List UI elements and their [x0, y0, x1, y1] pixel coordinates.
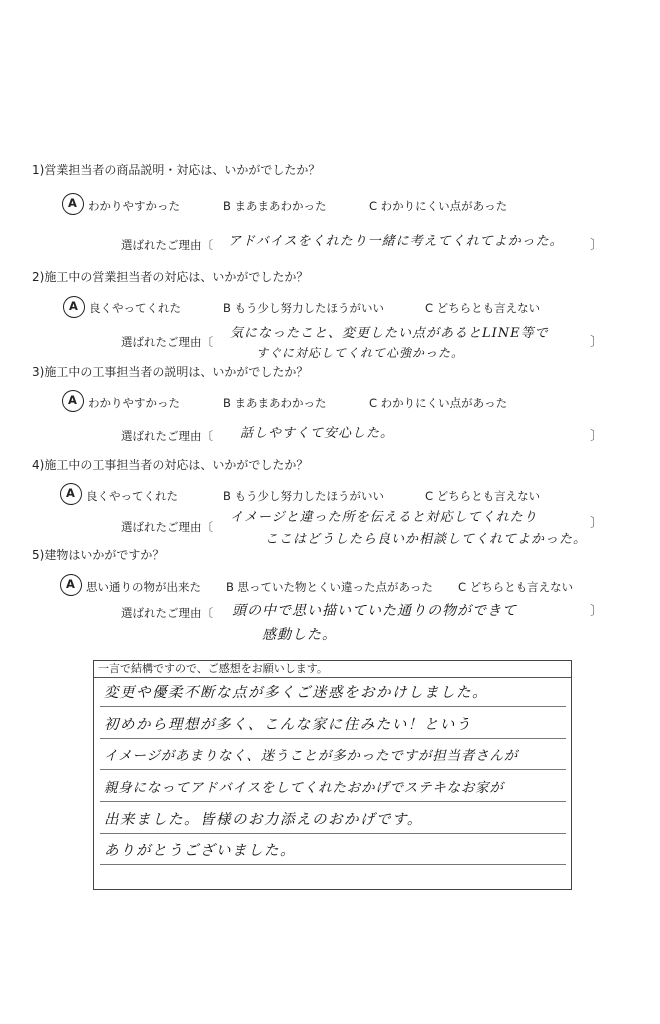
ruled-line — [100, 769, 566, 770]
ruled-line — [100, 833, 566, 834]
selected-option-marker-1: A — [68, 196, 77, 210]
question-4-title: 4)施工中の工事担当者の対応は、いかがでしたか？ — [32, 458, 309, 472]
reason-close-4: 〕 — [590, 516, 604, 531]
option-a-4: 良くやってくれた — [86, 489, 178, 503]
reason-text-5-line-1: 頭の中で思い描いていた通りの物ができて — [232, 603, 517, 619]
reason-text-3-line-1: 話しやすくて安心した。 — [240, 426, 395, 441]
ruled-line — [100, 738, 566, 739]
reason-label-4: 選ばれたご理由〔 — [121, 520, 213, 534]
reason-label-2: 選ばれたご理由〔 — [121, 335, 213, 349]
option-a-5: 思い通りの物が出来た — [86, 580, 201, 594]
comment-line-4: 親身になってアドバイスをしてくれたおかげでステキなお家が — [104, 780, 504, 796]
ruled-line — [100, 864, 566, 865]
option-a-2: 良くやってくれた — [89, 301, 181, 315]
reason-close-5: 〕 — [590, 604, 604, 619]
option-b-4: B もう少し努力したほうがいい — [223, 489, 385, 503]
reason-text-1-line-1: アドバイスをくれたり一緒に考えてくれてよかった。 — [228, 234, 564, 249]
question-2-title: 2)施工中の営業担当者の対応は、いかがでしたか？ — [32, 270, 309, 284]
reason-text-5-line-2: 感動した。 — [262, 627, 337, 643]
option-b-1: B まあまあわかった — [223, 199, 327, 213]
option-b-2: B もう少し努力したほうがいい — [223, 301, 385, 315]
option-c-4: C どちらとも言えない — [425, 489, 541, 503]
comment-line-2: 初めから理想が多く、こんな家に住みたい！という — [104, 717, 472, 733]
question-3-title: 3)施工中の工事担当者の説明は、いかがでしたか？ — [32, 365, 309, 379]
reason-close-1: 〕 — [590, 238, 604, 253]
reason-text-4-line-2: ここはどうしたら良いか相談してくれてよかった。 — [265, 532, 588, 547]
reason-close-3: 〕 — [590, 429, 604, 444]
ruled-line — [100, 706, 566, 707]
reason-text-4-line-1: イメージと違った所を伝えると対応してくれたり — [230, 510, 538, 525]
selected-option-marker-2: A — [69, 299, 78, 313]
comment-line-3: イメージがあまりなく、迷うことが多かったですが担当者さんが — [104, 748, 519, 764]
reason-label-3: 選ばれたご理由〔 — [121, 429, 213, 443]
comment-header: 一言で結構ですので、ご感想をお願いします。 — [94, 661, 571, 678]
option-c-2: C どちらとも言えない — [425, 301, 541, 315]
option-c-5: C どちらとも言えない — [458, 580, 574, 594]
selected-option-marker-4: A — [66, 486, 75, 500]
selected-option-marker-5: A — [66, 577, 75, 591]
option-a-3: わかりやすかった — [88, 396, 180, 410]
comment-line-5: 出来ました。皆様のお力添えのおかげです。 — [104, 812, 423, 828]
option-b-5: B 思っていた物とくい違った点があった — [226, 580, 433, 594]
reason-label-5: 選ばれたご理由〔 — [121, 606, 213, 620]
selected-option-marker-3: A — [68, 393, 77, 407]
question-5-title: 5)建物はいかがですか？ — [32, 548, 165, 562]
reason-label-1: 選ばれたご理由〔 — [121, 238, 213, 252]
option-c-3: C わかりにくい点があった — [369, 396, 508, 410]
reason-text-2-line-1: 気になったこと、変更したい点があるとLINE等で — [230, 326, 549, 341]
ruled-line — [100, 801, 566, 802]
option-c-1: C わかりにくい点があった — [369, 199, 508, 213]
option-b-3: B まあまあわかった — [223, 396, 327, 410]
comment-line-1: 変更や優柔不断な点が多くご迷惑をおかけしました。 — [104, 685, 488, 701]
reason-text-2-line-2: すぐに対応してくれて心強かった。 — [256, 346, 465, 360]
comment-line-6: ありがとうございました。 — [104, 843, 296, 859]
question-1-title: 1)営業担当者の商品説明・対応は、いかがでしたか？ — [32, 163, 321, 177]
comment-box — [93, 660, 572, 890]
option-a-1: わかりやすかった — [88, 199, 180, 213]
reason-close-2: 〕 — [590, 335, 604, 350]
